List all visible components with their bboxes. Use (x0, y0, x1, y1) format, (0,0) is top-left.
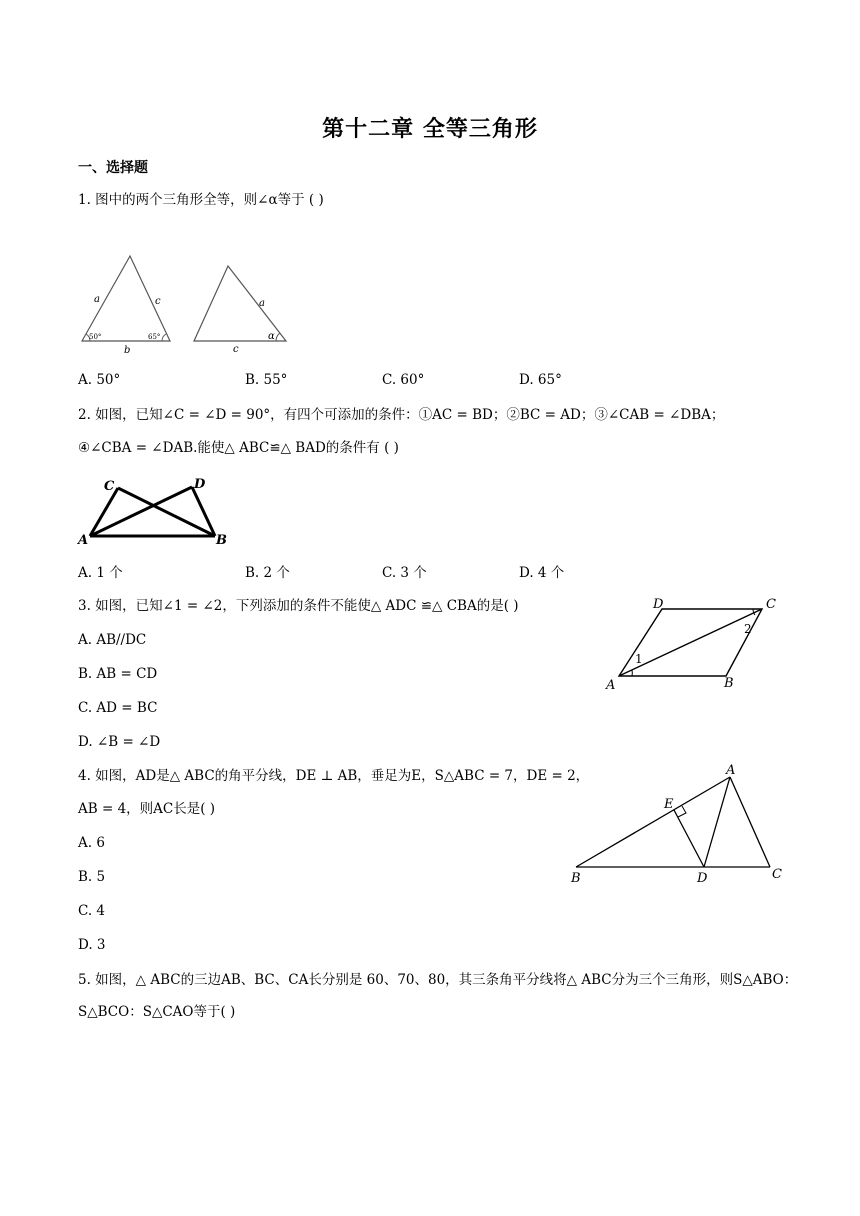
q1-triangle-2 (194, 266, 286, 341)
q3-option-c[interactable]: C. AD = BC (78, 700, 158, 716)
q3-option-d[interactable]: D. ∠B = ∠D (78, 734, 161, 750)
q1-t1-right-angle-label: 65° (148, 333, 161, 341)
page-title: 第十二章 全等三角形 (322, 117, 538, 142)
q2-label-b: B (216, 533, 227, 548)
q4-label-c: C (772, 867, 782, 882)
q3-label-a: A (606, 678, 616, 693)
q4-option-b[interactable]: B. 5 (78, 869, 106, 885)
q1-t1-left-side-label: a (94, 294, 100, 305)
q1-option-b[interactable]: B. 55° (245, 372, 288, 388)
q2-line-2: ④∠CBA = ∠DAB.能使△ ABC≌△ BAD的条件有 ( ) (78, 440, 399, 456)
q3-stem: 3. 如图，已知∠1 = ∠2，下列添加的条件不能使△ ADC ≌△ CBA的是( ) (78, 598, 519, 614)
q4-right-angle-mark (678, 806, 686, 817)
q1-t2-angle-arc (276, 333, 280, 341)
q4-option-d[interactable]: D. 3 (78, 937, 106, 953)
q2-option-c[interactable]: C. 3 个 (382, 565, 427, 581)
q4-option-a[interactable]: A. 6 (78, 835, 105, 851)
q3-label-c: C (766, 597, 776, 612)
q2-figure (78, 474, 238, 549)
q4-segment-de (674, 810, 704, 867)
q3-label-2: 2 (744, 622, 752, 636)
q2-option-b[interactable]: B. 2 个 (245, 565, 290, 581)
q1-t2-right-side-label: a (259, 298, 265, 309)
q1-t1-left-angle-label: 50° (89, 333, 102, 341)
q3-label-b: B (724, 676, 734, 691)
q3-option-b[interactable]: B. AB = CD (78, 666, 158, 682)
q5-line-2: S△BCO：S△CAO等于( ) (78, 1004, 236, 1020)
q2-line-1: 2. 如图，已知∠C = ∠D = 90°，有四个可添加的条件：①AC = BD；②BC = AD；③∠CAB = ∠DBA； (78, 407, 725, 423)
q1-figure (78, 250, 298, 360)
q2-option-a[interactable]: A. 1 个 (78, 565, 123, 581)
q4-label-e: E (664, 797, 674, 812)
q3-option-a[interactable]: A. AB//DC (78, 632, 147, 648)
q4-label-a: A (726, 763, 736, 778)
q1-option-a[interactable]: A. 50° (78, 372, 121, 388)
q1-option-d[interactable]: D. 65° (519, 372, 562, 388)
q4-segment-ac (730, 777, 770, 867)
q2-segment-cb (118, 488, 215, 536)
q1-t1-base-label: b (124, 345, 131, 356)
q4-line-1: 4. 如图，AD是△ ABC的角平分线，DE ⊥ AB，垂足为E，S△ABC = 7，DE = 2， (78, 768, 590, 784)
q2-option-d[interactable]: D. 4 个 (519, 565, 565, 581)
q1-t2-base-label: c (233, 344, 239, 355)
q1-t2-angle-label: α (268, 331, 275, 342)
q1-stem: 1. 图中的两个三角形全等，则∠α等于 ( ) (78, 192, 324, 208)
q4-option-c[interactable]: C. 4 (78, 903, 106, 919)
q2-label-a: A (78, 533, 89, 548)
q3-label-d: D (653, 597, 664, 612)
q1-option-c[interactable]: C. 60° (382, 372, 425, 388)
section-heading: 一、选择题 (78, 160, 148, 176)
q2-label-d: D (194, 477, 206, 492)
q3-label-1: 1 (635, 652, 643, 666)
q4-segment-ba (576, 777, 730, 867)
q4-line-2: AB = 4，则AC长是( ) (78, 801, 216, 817)
q2-label-c: C (104, 479, 115, 494)
q3-figure (602, 595, 787, 693)
q1-t1-right-side-label: c (155, 296, 161, 307)
q5-line-1: 5. 如图，△ ABC的三边AB、BC、CA长分别是 60、70、80，其三条角平分线将△ ABC分为三个三角形，则S△ABO： (78, 972, 798, 988)
q1-t1-right-angle-arc (162, 334, 166, 341)
q4-label-d: D (697, 871, 708, 886)
q4-figure (566, 762, 791, 887)
q4-label-b: B (571, 871, 581, 886)
